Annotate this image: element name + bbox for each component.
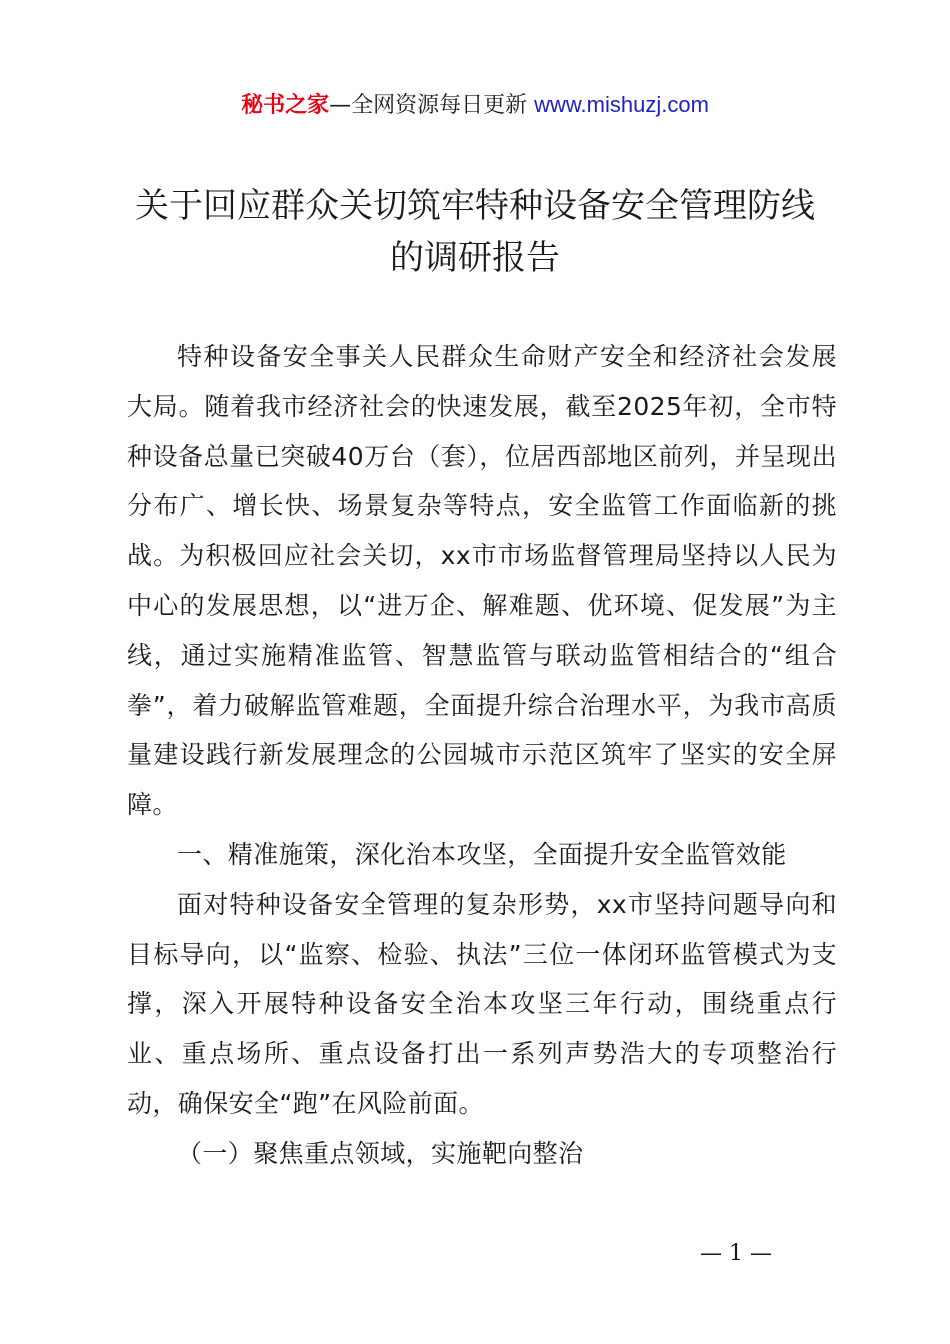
section-heading-1: 一、精准施策，深化治本攻坚，全面提升安全监管效能 xyxy=(177,839,787,869)
website-link[interactable]: www.mishuzj.com xyxy=(534,92,709,117)
section-paragraph-1: 面对特种设备安全管理的复杂形势，xx市坚持问题导向和目标导向，以“监察、检验、执法”三位一体闭环监管模式为支撑，深入开展特种设备安全治本攻坚三年行动，围绕重点行业、重点场所、重点设备打出一系列声势浩大的专项整治行动，确保安全“跑”在风险前面。 xyxy=(127,889,837,1118)
document-title xyxy=(100,180,850,284)
brand-name: 秘书之家 xyxy=(241,93,330,118)
title-line-1: 关于回应群众关切筑牢特种设备安全管理防线 xyxy=(135,186,815,226)
subsection-heading-1: （一）聚焦重点领域，实施靶向整治 xyxy=(177,1138,584,1168)
header-slogan: —全网资源每日更新 xyxy=(329,93,535,118)
document-body xyxy=(127,332,837,1179)
page-number: — 1 — xyxy=(700,1241,772,1266)
intro-paragraph: 特种设备安全事关人民群众生命财产安全和经济社会发展大局。随着我市经济社会的快速发展，截至2025年初，全市特种设备总量已突破40万台（套），位居西部地区前列，并呈现出分布广、增长快、场景复杂等特点，安全监管工作面临新的挑战。为积极回应社会关切，xx市市场监督管理局坚持以人民为中心的发展思想，以“进万企、解难题、优环境、促发展”为主线，通过实施精准监管、智慧监管与联动监管相结合的“组合拳”，着力破解监管难题，全面提升综合治理水平，为我市高质量建设践行新发展理念的公园城市示范区筑牢了坚实的安全屏障。 xyxy=(127,342,837,820)
title-line-2: 的调研报告 xyxy=(390,238,560,278)
site-header xyxy=(0,88,950,123)
